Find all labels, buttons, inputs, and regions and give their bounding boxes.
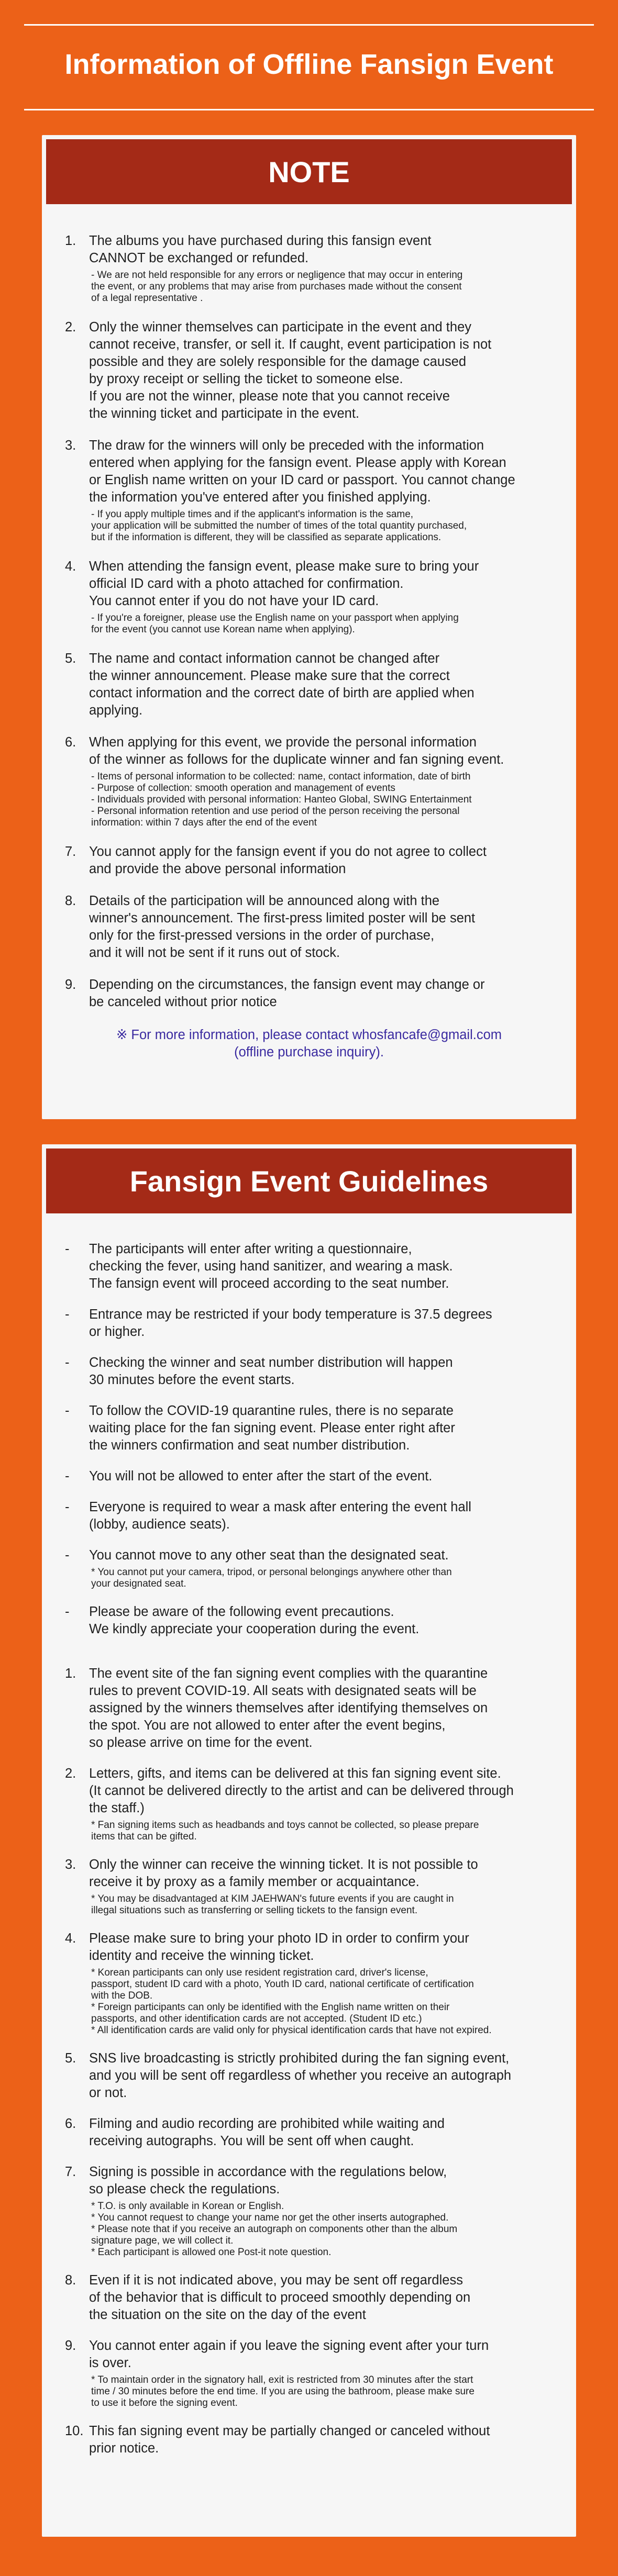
top-divider bbox=[24, 24, 594, 26]
list-item bbox=[42, 1603, 576, 1638]
list-item bbox=[42, 437, 576, 543]
item-text: The event site of the fan signing event complies with the quarantine rules to prevent COVID-19. All seats with designated seats will be assigned by the winners themselves after identifying themselves on the spot. You are not allowed to enter after the event begins, so please arrive on time for the event. bbox=[89, 1666, 488, 1750]
list-item bbox=[42, 734, 576, 829]
item-number: 8. bbox=[65, 2273, 76, 2288]
item-number: - bbox=[65, 1548, 70, 1563]
item-text: You cannot move to any other seat than the designated seat. bbox=[89, 1548, 449, 1563]
item-text: Depending on the circumstances, the fansign event may change or be canceled without prior notice bbox=[89, 977, 485, 1009]
list-item bbox=[42, 232, 576, 304]
item-number: 2. bbox=[65, 1766, 76, 1781]
item-number: - bbox=[65, 1500, 70, 1514]
item-text: The albums you have purchased during this fansign event CANNOT be exchanged or refunded. bbox=[89, 233, 432, 265]
item-number: 1. bbox=[65, 1666, 76, 1681]
item-text: Everyone is required to wear a mask after entering the event hall (lobby, audience seats). bbox=[89, 1500, 471, 1532]
item-number: 3. bbox=[65, 1857, 76, 1872]
item-number: 6. bbox=[65, 735, 76, 750]
item-number: 8. bbox=[65, 894, 76, 908]
item-number: - bbox=[65, 1355, 70, 1370]
item-text: Please make sure to bring your photo ID in order to confirm your identity and receive the winning ticket. bbox=[89, 1931, 469, 1963]
item-number: 1. bbox=[65, 233, 76, 248]
item-number: 10. bbox=[65, 2424, 84, 2438]
item-text: Details of the participation will be announced along with the winner's announcement. The first-press limited poster will be sent only for the first-pressed versions in the order of purchase, and it will not be sent if it runs out of stock. bbox=[89, 894, 476, 960]
item-number: 7. bbox=[65, 844, 76, 859]
list-item bbox=[42, 1665, 576, 1752]
precaution-list bbox=[42, 1241, 576, 1638]
item-number: 7. bbox=[65, 2165, 76, 2179]
list-item bbox=[42, 1402, 576, 1454]
item-number: 6. bbox=[65, 2116, 76, 2131]
list-item bbox=[42, 1930, 576, 2036]
item-number: - bbox=[65, 1242, 70, 1256]
list-item bbox=[42, 1547, 576, 1590]
list-item bbox=[42, 650, 576, 719]
item-footnote: - We are not held responsible for any errors or negligence that may occur in entering the event, or any problems that may arise from purchases made without the consent of a legal representative . bbox=[91, 270, 463, 304]
item-footnote: - If you apply multiple times and if the applicant's information is the same, your application will be submitted the number of times of the total quantity purchased, but if the information is different, they will be classified as separate applications. bbox=[91, 509, 467, 543]
list-item bbox=[42, 1354, 576, 1389]
note-card bbox=[42, 135, 576, 1119]
item-text: Letters, gifts, and items can be delivered at this fan signing event site. (It cannot be delivered directly to the artist and can be delivered through the staff.) bbox=[89, 1766, 514, 1815]
item-number: 2. bbox=[65, 320, 76, 334]
list-item bbox=[42, 1856, 576, 1916]
list-item bbox=[42, 2337, 576, 2409]
note-list bbox=[42, 232, 576, 1011]
list-item bbox=[42, 2050, 576, 2102]
list-item bbox=[42, 843, 576, 878]
item-number: 9. bbox=[65, 2338, 76, 2353]
item-number: 5. bbox=[65, 2051, 76, 2066]
item-footnote: * You may be disadvantaged at KIM JAEHWAN's future events if you are caught in illegal situations such as transferring or selling tickets to the fansign event. bbox=[91, 1893, 454, 1916]
list-item bbox=[42, 319, 576, 422]
item-text: Only the winner themselves can participate in the event and they cannot receive, transfer, or sell it. If caught, event participation is not possible and they are solely responsible for the damage caused by proxy receipt or selling the ticket to someone else. If you are not the winner, please note that you cannot receive the winning ticket and participate in the event. bbox=[89, 320, 492, 421]
list-item bbox=[42, 1241, 576, 1292]
item-footnote: * You cannot put your camera, tripod, or personal belongings anywhere other than your designated seat. bbox=[91, 1567, 452, 1589]
item-footnote: - Items of personal information to be collected: name, contact information, date of birth - Purpose of collection: smooth operation and management of events - Individuals provided with personal information: Hanteo Global, SWING Entertainment - Personal information retention and use period of the person receiving the personal information: within 7 days after the end of the event bbox=[91, 771, 472, 828]
item-text: Signing is possible in accordance with the regulations below, so please check the regulations. bbox=[89, 2165, 447, 2196]
item-number: - bbox=[65, 1307, 70, 1322]
item-footnote: - If you're a foreigner, please use the English name on your passport when applying for the event (you cannot use Korean name when applying). bbox=[91, 612, 459, 635]
item-number: 4. bbox=[65, 559, 76, 574]
item-number: - bbox=[65, 1469, 70, 1484]
list-item bbox=[42, 1499, 576, 1533]
item-text: SNS live broadcasting is strictly prohibited during the fan signing event, and you will be sent off regardless of whether you receive an autograph or not. bbox=[89, 2051, 512, 2100]
item-number: 5. bbox=[65, 651, 76, 666]
item-number: 9. bbox=[65, 977, 76, 992]
list-item bbox=[42, 1306, 576, 1341]
item-text: Even if it is not indicated above, you may be sent off regardless of the behavior that is difficult to proceed smoothly depending on the situation on the site on the day of the event bbox=[89, 2273, 471, 2322]
item-number: - bbox=[65, 1403, 70, 1418]
list-item bbox=[42, 2272, 576, 2324]
contact-info[interactable]: ※ For more information, please contact whosfancafe@gmail.com (offline purchase inquiry). bbox=[116, 1028, 502, 1060]
item-text: Filming and audio recording are prohibited while waiting and receiving autographs. You will be sent off when caught. bbox=[89, 2116, 445, 2148]
guidelines-heading: Fansign Event Guidelines bbox=[46, 1148, 572, 1213]
item-text: You will not be allowed to enter after the start of the event. bbox=[89, 1469, 433, 1484]
item-text: To follow the COVID-19 quarantine rules, there is no separate waiting place for the fan signing event. Please enter right after the winners confirmation and seat number distribution. bbox=[89, 1403, 455, 1453]
list-item bbox=[42, 976, 576, 1011]
item-text: When applying for this event, we provide the personal information of the winner as follows for the duplicate winner and fan signing event. bbox=[89, 735, 504, 767]
list-item bbox=[42, 1468, 576, 1485]
list-item bbox=[42, 1765, 576, 1843]
title-divider bbox=[24, 109, 594, 110]
item-text: This fan signing event may be partially changed or canceled without prior notice. bbox=[89, 2424, 490, 2456]
list-item bbox=[42, 2164, 576, 2258]
item-text: Checking the winner and seat number distribution will happen 30 minutes before the event starts. bbox=[89, 1355, 453, 1387]
list-item bbox=[42, 893, 576, 962]
note-heading: NOTE bbox=[46, 139, 572, 204]
page-title: Information of Offline Fansign Event bbox=[64, 49, 554, 80]
item-footnote: * To maintain order in the signatory hall, exit is restricted from 30 minutes after the start time / 30 minutes before the end time. If you are using the bathroom, please make sure to use it before the signing event. bbox=[91, 2374, 474, 2408]
guideline-list bbox=[42, 1665, 576, 2457]
item-footnote: * T.O. is only available in Korean or English. * You cannot request to change your name nor get the other inserts autographed. * Please note that if you receive an autograph on components other than the album signature page, we will collect it. * Each participant is allowed one Post-it note question. bbox=[91, 2201, 458, 2258]
item-text: Only the winner can receive the winning ticket. It is not possible to receive it by proxy as a family member or acquaintance. bbox=[89, 1857, 478, 1889]
item-footnote: * Korean participants can only use resident registration card, driver's license, passport, student ID card with a photo, Youth ID card, national certificate of certification with the DOB. * Foreign participants can only be identified with the English name written on their passports, and other identification cards are not accepted. (Student ID etc.) * All identification cards are valid only for physical identification cards that have not expired. bbox=[91, 1967, 492, 2036]
item-text: You cannot apply for the fansign event if you do not agree to collect and provide the above personal information bbox=[89, 844, 487, 876]
item-number: 4. bbox=[65, 1931, 76, 1946]
item-text: When attending the fansign event, please make sure to bring your official ID card with a photo attached for confirmation. You cannot enter if you do not have your ID card. bbox=[89, 559, 479, 608]
item-footnote: * Fan signing items such as headbands and toys cannot be collected, so please prepare items that can be gifted. bbox=[91, 1820, 479, 1842]
guidelines-card bbox=[42, 1144, 576, 2537]
item-number: - bbox=[65, 1604, 70, 1619]
item-text: Please be aware of the following event precautions. We kindly appreciate your cooperation during the event. bbox=[89, 1604, 420, 1636]
item-text: Entrance may be restricted if your body temperature is 37.5 degrees or higher. bbox=[89, 1307, 492, 1339]
item-text: You cannot enter again if you leave the signing event after your turn is over. bbox=[89, 2338, 489, 2370]
list-item bbox=[42, 558, 576, 635]
item-text: The name and contact information cannot be changed after the winner announcement. Please make sure that the correct contact information and the correct date of birth are applied when applying. bbox=[89, 651, 474, 718]
list-item bbox=[42, 2423, 576, 2457]
item-text: The draw for the winners will only be preceded with the information entered when applying for the fansign event. Please apply with Korean or English name written on your ID card or passport. You cannot change the information you've entered after you finished applying. bbox=[89, 438, 515, 505]
list-item bbox=[42, 2115, 576, 2150]
item-number: 3. bbox=[65, 438, 76, 453]
item-text: The participants will enter after writing a questionnaire, checking the fever, using hand sanitizer, and wearing a mask. The fansign event will proceed according to the seat number. bbox=[89, 1242, 453, 1291]
